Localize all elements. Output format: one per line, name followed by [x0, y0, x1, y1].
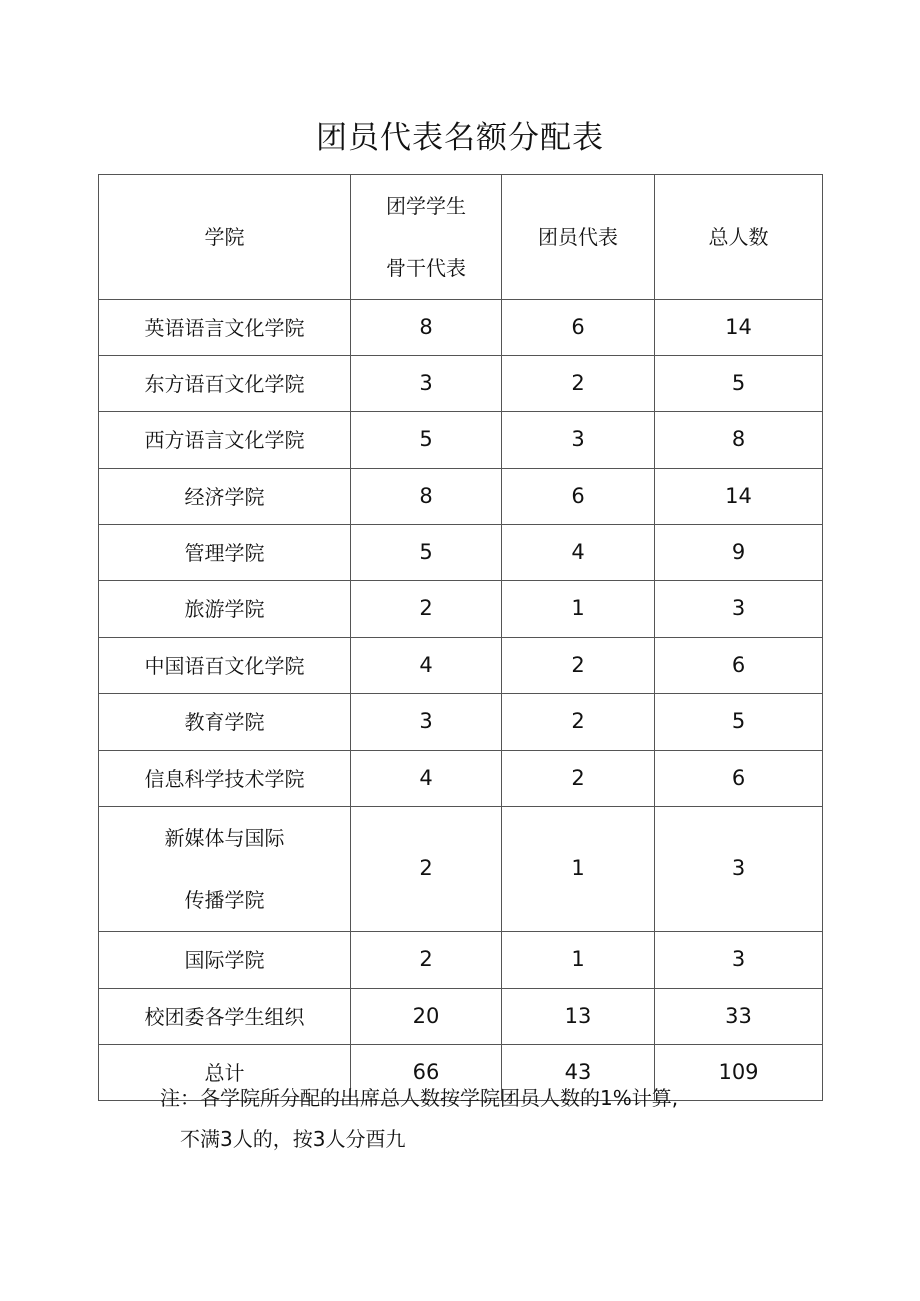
note-line1: 注：各学院所分配的出席总人数按学院团员人数的1%计算,: [160, 1086, 679, 1110]
cell-college: 东方语百文化学院: [99, 356, 351, 412]
cell-core: 8: [351, 300, 502, 356]
cell-college: 西方语言文化学院: [99, 412, 351, 469]
cell-total: 109: [655, 1045, 823, 1101]
table-row: [99, 356, 823, 412]
cell-total: 3: [655, 807, 823, 932]
note-line2: 不满3人的，按3人分酉九: [180, 1127, 406, 1151]
table-row: [99, 932, 823, 989]
cell-core: 5: [351, 412, 502, 469]
table-row: [99, 989, 823, 1045]
table-row: [99, 469, 823, 525]
cell-members: 6: [502, 469, 655, 525]
cell-members: 2: [502, 694, 655, 751]
table-row: [99, 638, 823, 694]
table-row: [99, 412, 823, 469]
header-core-line2: 骨干代表: [386, 256, 466, 280]
cell-members: 13: [502, 989, 655, 1045]
cell-total: 8: [655, 412, 823, 469]
cell-core: 2: [351, 581, 502, 638]
cell-total: 6: [655, 638, 823, 694]
cell-members: 1: [502, 581, 655, 638]
cell-core: 3: [351, 694, 502, 751]
cell-core: 4: [351, 638, 502, 694]
table-row: [99, 694, 823, 751]
cell-college: 国际学院: [99, 932, 351, 989]
college-line1: 新媒体与国际: [164, 826, 285, 850]
cell-members: 4: [502, 525, 655, 581]
cell-total: 6: [655, 751, 823, 807]
cell-core: 3: [351, 356, 502, 412]
cell-core: 20: [351, 989, 502, 1045]
cell-core: 8: [351, 469, 502, 525]
table-row: [99, 300, 823, 356]
cell-core: 66: [351, 1045, 502, 1101]
cell-core: 5: [351, 525, 502, 581]
cell-total: 14: [655, 300, 823, 356]
cell-college: 旅游学院: [99, 581, 351, 638]
document-title: 团员代表名额分配表: [316, 120, 604, 156]
header-core-line1: 团学学生: [386, 194, 466, 218]
header-total: 总人数: [655, 175, 823, 300]
cell-members: 2: [502, 638, 655, 694]
cell-members: 43: [502, 1045, 655, 1101]
table-header-row: [99, 175, 823, 300]
cell-core: 2: [351, 807, 502, 932]
cell-college: 中国语百文化学院: [99, 638, 351, 694]
college-line2: 传播学院: [184, 888, 265, 912]
cell-members: 1: [502, 807, 655, 932]
cell-members: 3: [502, 412, 655, 469]
cell-college: 总计: [99, 1045, 351, 1101]
cell-members: 6: [502, 300, 655, 356]
cell-members: 1: [502, 932, 655, 989]
cell-total: 3: [655, 932, 823, 989]
cell-total: 14: [655, 469, 823, 525]
cell-total: 3: [655, 581, 823, 638]
cell-college: 校团委各学生组织: [99, 989, 351, 1045]
header-college: 学院: [99, 175, 351, 300]
cell-college: [99, 807, 351, 932]
cell-core: 4: [351, 751, 502, 807]
header-members: 团员代表: [502, 175, 655, 300]
cell-college: 英语语言文化学院: [99, 300, 351, 356]
header-core: [351, 175, 502, 300]
cell-total: 5: [655, 694, 823, 751]
allocation-table: [98, 174, 823, 1101]
cell-members: 2: [502, 751, 655, 807]
cell-college: 信息科学技术学院: [99, 751, 351, 807]
table-row: [99, 807, 823, 932]
cell-total: 33: [655, 989, 823, 1045]
cell-college: 经济学院: [99, 469, 351, 525]
table-row: [99, 751, 823, 807]
cell-college: 教育学院: [99, 694, 351, 751]
cell-total: 5: [655, 356, 823, 412]
cell-college: 管理学院: [99, 525, 351, 581]
cell-members: 2: [502, 356, 655, 412]
table-row: [99, 581, 823, 638]
cell-total: 9: [655, 525, 823, 581]
table-row: [99, 525, 823, 581]
cell-core: 2: [351, 932, 502, 989]
